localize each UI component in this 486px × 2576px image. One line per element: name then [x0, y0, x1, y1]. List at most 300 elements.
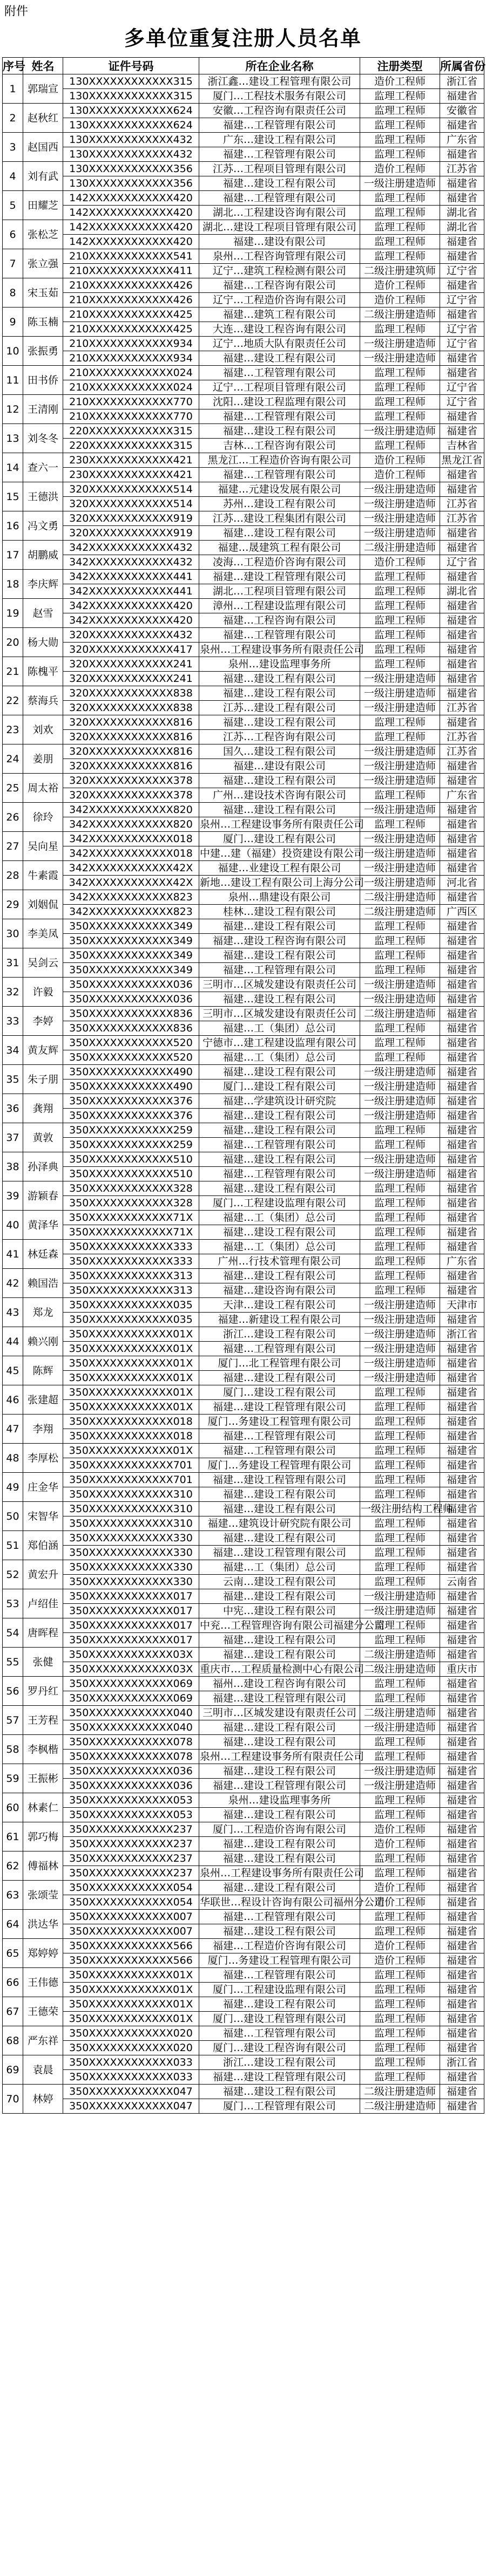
- company-name: 泉州…工程建设事务所有限责任公司: [199, 817, 360, 832]
- row-number: 2: [3, 104, 23, 133]
- id-number: 320XXXXXXXXXXXX816: [63, 730, 199, 744]
- province: 福建省: [440, 1939, 484, 1953]
- table-row: [3, 1167, 484, 1181]
- id-number: 342XXXXXXXXXXXX018: [63, 846, 199, 861]
- table-row: [3, 74, 484, 89]
- company-name: 福建…建设工程有限公司: [199, 1589, 360, 1604]
- col-header-type: 注册类型: [360, 58, 440, 74]
- company-name: 福建…建设工程有限公司: [199, 1648, 360, 1662]
- province: 福建省: [440, 468, 484, 482]
- person-name: 严东祥: [23, 2026, 63, 2055]
- table-row: [3, 1618, 484, 1633]
- company-name: 泉州…工程咨询管理有限公司: [199, 249, 360, 264]
- province: 福建省: [440, 1152, 484, 1167]
- province: 福建省: [440, 1283, 484, 1298]
- person-name: 姜朋: [23, 744, 63, 774]
- province: 福建省: [440, 861, 484, 876]
- person-name: 李翔: [23, 1415, 63, 1444]
- id-number: 350XXXXXXXXXXXX035: [63, 1298, 199, 1313]
- registration-type: 一级注册建造师: [360, 1371, 440, 1385]
- company-name: 福建…工程管理有限公司: [199, 1444, 360, 1458]
- province: 江苏省: [440, 162, 484, 176]
- registration-type: 监理工程师: [360, 1138, 440, 1152]
- registration-type: 一级注册建造师: [360, 1065, 440, 1079]
- id-number: 350XXXXXXXXXXXX520: [63, 1036, 199, 1050]
- registration-type: 监理工程师: [360, 1866, 440, 1881]
- registration-type: 造价工程师: [360, 555, 440, 570]
- id-number: 350XXXXXXXXXXXX007: [63, 1924, 199, 1939]
- id-number: 130XXXXXXXXXXXX315: [63, 89, 199, 104]
- registration-type: 监理工程师: [360, 1560, 440, 1575]
- row-number: 70: [3, 2085, 23, 2114]
- table-row: [3, 511, 484, 526]
- id-number: 230XXXXXXXXXXXX421: [63, 468, 199, 482]
- registration-type: 监理工程师: [360, 715, 440, 730]
- province: 湖北省: [440, 584, 484, 599]
- registration-type: 一级注册建造师: [360, 1356, 440, 1371]
- province: 福建省: [440, 774, 484, 788]
- table-row: [3, 1764, 484, 1779]
- table-row: [3, 555, 484, 570]
- province: 福建省: [440, 176, 484, 191]
- company-name: 国久…建设工程有限公司: [199, 744, 360, 759]
- table-row: [3, 1313, 484, 1327]
- company-name: 福建…业建设工程有限公司: [199, 861, 360, 876]
- id-number: 342XXXXXXXXXXXX820: [63, 817, 199, 832]
- id-number: 142XXXXXXXXXXXX420: [63, 220, 199, 235]
- table-row: [3, 948, 484, 963]
- registration-type: 一级注册建造师: [360, 846, 440, 861]
- table-row: [3, 730, 484, 744]
- province: 福建省: [440, 1167, 484, 1181]
- company-name: 福建…工程管理有限公司: [199, 191, 360, 206]
- row-number: 65: [3, 1939, 23, 1968]
- table-row: [3, 759, 484, 774]
- registration-type: 造价工程师: [360, 1822, 440, 1837]
- table-row: [3, 206, 484, 220]
- registration-type: 监理工程师: [360, 1036, 440, 1050]
- company-name: 福建…元建设发展有限公司: [199, 482, 360, 497]
- person-name: 张颂莹: [23, 1881, 63, 1910]
- registration-type: 监理工程师: [360, 1415, 440, 1429]
- province: 福建省: [440, 1881, 484, 1895]
- row-number: 35: [3, 1065, 23, 1094]
- province: 福建省: [440, 1910, 484, 1924]
- id-number: 210XXXXXXXXXXXX770: [63, 409, 199, 424]
- table-row: [3, 1065, 484, 1079]
- company-name: 福建…建设工程有限公司: [199, 1735, 360, 1750]
- registration-type: 二级注册建造师: [360, 1706, 440, 1720]
- id-number: 350XXXXXXXXXXXX313: [63, 1283, 199, 1298]
- province: 福建省: [440, 1444, 484, 1458]
- province: 福建省: [440, 1240, 484, 1254]
- id-number: 350XXXXXXXXXXXX078: [63, 1750, 199, 1764]
- person-name: 朱子朋: [23, 1065, 63, 1094]
- registration-type: 监理工程师: [360, 2012, 440, 2026]
- company-name: 福建…新建设工程有限公司: [199, 1313, 360, 1327]
- province: 云南省: [440, 1575, 484, 1589]
- province: 福建省: [440, 832, 484, 846]
- id-number: 350XXXXXXXXXXXX040: [63, 1706, 199, 1720]
- registration-type: 一级注册建造师: [360, 978, 440, 992]
- person-name: 吴剑云: [23, 948, 63, 978]
- registration-type: 监理工程师: [360, 1181, 440, 1196]
- company-name: 福建…建设工程有限公司: [199, 919, 360, 934]
- id-number: 130XXXXXXXXXXXX432: [63, 147, 199, 162]
- table-row: [3, 147, 484, 162]
- row-number: 52: [3, 1560, 23, 1589]
- province: 福建省: [440, 278, 484, 293]
- company-name: 福建…工程管理有限公司: [199, 1968, 360, 1983]
- company-name: 福建…建设咨询有限公司: [199, 1283, 360, 1298]
- company-name: 福建…工（集团）总公司: [199, 1211, 360, 1225]
- province: 江苏省: [440, 701, 484, 715]
- company-name: 厦门…建设工程有限公司: [199, 1079, 360, 1094]
- company-name: 福建…工程管理有限公司: [199, 963, 360, 978]
- id-number: 210XXXXXXXXXXXX426: [63, 293, 199, 308]
- province: 福建省: [440, 1968, 484, 1983]
- province: 福建省: [440, 351, 484, 366]
- row-number: 30: [3, 919, 23, 948]
- company-name: 福建…晟建筑工程有限公司: [199, 541, 360, 555]
- province: 辽宁省: [440, 322, 484, 337]
- table-row: [3, 1502, 484, 1516]
- id-number: 350XXXXXXXXXXXX333: [63, 1240, 199, 1254]
- company-name: 桂林…建设工程有限公司: [199, 905, 360, 919]
- province: 福建省: [440, 1487, 484, 1502]
- id-number: 350XXXXXXXXXXXX036: [63, 978, 199, 992]
- province: 福建省: [440, 235, 484, 249]
- company-name: 福建…工（集团）总公司: [199, 1021, 360, 1036]
- company-name: 宁德市…建工程建设监理有限公司: [199, 1036, 360, 1050]
- id-number: 142XXXXXXXXXXXX420: [63, 235, 199, 249]
- registration-type: 造价工程师: [360, 293, 440, 308]
- id-number: 350XXXXXXXXXXXX017: [63, 1604, 199, 1618]
- row-number: 69: [3, 2055, 23, 2085]
- table-row: [3, 1735, 484, 1750]
- registration-type: 监理工程师: [360, 322, 440, 337]
- id-number: 350XXXXXXXXXXXX237: [63, 1822, 199, 1837]
- id-number: 350XXXXXXXXXXXX330: [63, 1531, 199, 1546]
- province: 福建省: [440, 1750, 484, 1764]
- registration-type: 造价工程师: [360, 453, 440, 468]
- company-name: 新地…建设工程有限公司上海分公司: [199, 876, 360, 890]
- registration-type: 一级注册建造师: [360, 861, 440, 876]
- registration-type: 造价工程师: [360, 162, 440, 176]
- id-number: 350XXXXXXXXXXXX237: [63, 1851, 199, 1866]
- row-number: 25: [3, 774, 23, 803]
- registration-type: 一级注册建造师: [360, 1720, 440, 1735]
- province: 福建省: [440, 1473, 484, 1487]
- registration-type: 监理工程师: [360, 584, 440, 599]
- company-name: 三明市…区城发建设有限责任公司: [199, 1007, 360, 1021]
- table-row: [3, 1327, 484, 1342]
- table-row: [3, 526, 484, 541]
- person-name: 黄泽华: [23, 1211, 63, 1240]
- company-name: 广东…建设工程有限公司: [199, 133, 360, 147]
- registration-type: 造价工程师: [360, 1837, 440, 1851]
- table-row: [3, 1924, 484, 1939]
- province: 福建省: [440, 1109, 484, 1123]
- table-row: [3, 2026, 484, 2041]
- table-row: [3, 1793, 484, 1808]
- company-name: 浙江…建设工程有限公司: [199, 1327, 360, 1342]
- row-number: 1: [3, 74, 23, 104]
- registration-type: 造价工程师: [360, 1939, 440, 1953]
- province: 福建省: [440, 1764, 484, 1779]
- person-name: 庄金华: [23, 1473, 63, 1502]
- person-name: 郭瑞宣: [23, 74, 63, 104]
- person-name: 刘冬冬: [23, 424, 63, 453]
- registration-type: 监理工程师: [360, 1983, 440, 1997]
- table-row: [3, 905, 484, 919]
- company-name: 中建…建（福建）投资建设有限公司: [199, 846, 360, 861]
- id-number: 350XXXXXXXXXXXX040: [63, 1720, 199, 1735]
- company-name: 黑龙江…工程造价咨询有限公司: [199, 453, 360, 468]
- company-name: 厦门…建设工程有限公司: [199, 1385, 360, 1400]
- company-name: 福建…建筑工程有限公司: [199, 308, 360, 322]
- table-row: [3, 1021, 484, 1036]
- company-name: 福建…工程管理有限公司: [199, 366, 360, 380]
- id-number: 350XXXXXXXXXXXX007: [63, 1910, 199, 1924]
- table-row: [3, 482, 484, 497]
- id-number: 350XXXXXXXXXXXX237: [63, 1866, 199, 1881]
- table-row: [3, 1342, 484, 1356]
- province: 福建省: [440, 482, 484, 497]
- company-name: 江苏…建设工程集团有限公司: [199, 511, 360, 526]
- province: 福建省: [440, 409, 484, 424]
- registration-type: 监理工程师: [360, 1400, 440, 1415]
- province: 浙江省: [440, 74, 484, 89]
- row-number: 4: [3, 162, 23, 191]
- company-name: 福建…建设工程有限公司: [199, 1851, 360, 1866]
- province: 福建省: [440, 1429, 484, 1444]
- id-number: 350XXXXXXXXXXXX490: [63, 1079, 199, 1094]
- company-name: 厦门…工程建设监理有限公司: [199, 1196, 360, 1211]
- registration-type: 一级注册建造师: [360, 1779, 440, 1793]
- province: 福建省: [440, 1735, 484, 1750]
- company-name: 三明市…区城发建设有限责任公司: [199, 978, 360, 992]
- company-name: 福建…建设工程有限公司: [199, 1371, 360, 1385]
- company-name: 福建…建设工程有限公司: [199, 1837, 360, 1851]
- person-name: 周太裕: [23, 774, 63, 803]
- table-row: [3, 978, 484, 992]
- table-row: [3, 366, 484, 380]
- registration-type: 造价工程师: [360, 1881, 440, 1895]
- id-number: 350XXXXXXXXXXXX020: [63, 2041, 199, 2055]
- company-name: 福建…建筑设计研究院有限公司: [199, 1516, 360, 1531]
- registration-type: 一级注册建造师: [360, 1327, 440, 1342]
- person-name: 王伟德: [23, 1968, 63, 1997]
- company-name: 福建…建设工程有限公司: [199, 2085, 360, 2099]
- province: 福建省: [440, 1094, 484, 1109]
- row-number: 39: [3, 1181, 23, 1211]
- company-name: 福建…建设工程有限公司: [199, 1269, 360, 1283]
- company-name: 福建…建设工程有限公司: [199, 1764, 360, 1779]
- province: 福建省: [440, 1385, 484, 1400]
- registration-type: 监理工程师: [360, 1750, 440, 1764]
- company-name: 福建…建设工程有限公司: [199, 1123, 360, 1138]
- row-number: 18: [3, 570, 23, 599]
- person-name: 罗丹红: [23, 1677, 63, 1706]
- registration-type: 监理工程师: [360, 1458, 440, 1473]
- province: 福建省: [440, 2085, 484, 2099]
- table-row: [3, 424, 484, 439]
- table-row: [3, 541, 484, 555]
- province: 江苏省: [440, 744, 484, 759]
- id-number: 130XXXXXXXXXXXX624: [63, 118, 199, 133]
- registration-type: 监理工程师: [360, 366, 440, 380]
- row-number: 64: [3, 1910, 23, 1939]
- row-number: 67: [3, 1997, 23, 2026]
- table-row: [3, 919, 484, 934]
- id-number: 142XXXXXXXXXXXX420: [63, 206, 199, 220]
- row-number: 43: [3, 1298, 23, 1327]
- registration-type: 一级注册建造师: [360, 803, 440, 817]
- id-number: 350XXXXXXXXXXXX701: [63, 1473, 199, 1487]
- registration-type: 二级注册建造师: [360, 905, 440, 919]
- id-number: 130XXXXXXXXXXXX432: [63, 133, 199, 147]
- registration-type: 一级注册建造师: [360, 1589, 440, 1604]
- registration-type: 监理工程师: [360, 643, 440, 657]
- id-number: 320XXXXXXXXXXXX378: [63, 774, 199, 788]
- province: 福建省: [440, 1516, 484, 1531]
- row-number: 63: [3, 1881, 23, 1910]
- registration-type: 一级注册建造师: [360, 1313, 440, 1327]
- province: 福建省: [440, 1079, 484, 1094]
- registration-type: 一级注册建造师: [360, 744, 440, 759]
- registration-type: 二级注册建造师: [360, 2099, 440, 2114]
- id-number: 320XXXXXXXXXXXX816: [63, 715, 199, 730]
- row-number: 49: [3, 1473, 23, 1502]
- table-row: [3, 1050, 484, 1065]
- company-name: 辽宁…地质大队有限责任公司: [199, 337, 360, 351]
- registration-type: 监理工程师: [360, 1283, 440, 1298]
- person-name: 田书侨: [23, 366, 63, 395]
- person-name: 郑龙: [23, 1298, 63, 1327]
- province: 福建省: [440, 366, 484, 380]
- table-row: [3, 1007, 484, 1021]
- company-name: 福建…建设工程有限公司: [199, 1487, 360, 1502]
- id-number: 342XXXXXXXXXXXX823: [63, 905, 199, 919]
- registration-type: 监理工程师: [360, 380, 440, 395]
- table-row: [3, 351, 484, 366]
- row-number: 61: [3, 1822, 23, 1851]
- province: 福建省: [440, 1225, 484, 1240]
- table-row: [3, 1109, 484, 1123]
- row-number: 40: [3, 1211, 23, 1240]
- id-number: 350XXXXXXXXXXXX053: [63, 1793, 199, 1808]
- table-row: [3, 118, 484, 133]
- person-name: 张建超: [23, 1385, 63, 1415]
- table-row: [3, 613, 484, 628]
- person-name: 冯文勇: [23, 511, 63, 541]
- id-number: 342XXXXXXXXXXXX42X: [63, 876, 199, 890]
- table-row: [3, 2085, 484, 2099]
- id-number: 210XXXXXXXXXXXX024: [63, 380, 199, 395]
- table-row: [3, 1662, 484, 1677]
- person-name: 赵国西: [23, 133, 63, 162]
- id-number: 350XXXXXXXXXXXX03X: [63, 1648, 199, 1662]
- company-name: 福建…建设工程有限公司: [199, 176, 360, 191]
- province: 福建省: [440, 1313, 484, 1327]
- company-name: 福建…工程管理有限公司: [199, 468, 360, 482]
- company-name: 福建…工（集团）总公司: [199, 1240, 360, 1254]
- person-name: 张立强: [23, 249, 63, 278]
- registration-type: 监理工程师: [360, 206, 440, 220]
- company-name: 福建…建设工程有限公司: [199, 1531, 360, 1546]
- province: 广东省: [440, 788, 484, 803]
- id-number: 320XXXXXXXXXXXX417: [63, 643, 199, 657]
- table-row: [3, 2012, 484, 2026]
- company-name: 广州…行技术管理有限公司: [199, 1254, 360, 1269]
- id-number: 350XXXXXXXXXXXX01X: [63, 1983, 199, 1997]
- company-name: 泉州…工程建设事务所有限责任公司: [199, 643, 360, 657]
- registration-type: 造价工程师: [360, 74, 440, 89]
- table-row: [3, 1458, 484, 1473]
- table-row: [3, 1939, 484, 1953]
- table-row: [3, 1415, 484, 1429]
- province: 福建省: [440, 1458, 484, 1473]
- table-row: [3, 715, 484, 730]
- province: 吉林省: [440, 439, 484, 453]
- registration-type: 监理工程师: [360, 1910, 440, 1924]
- table-row: [3, 1589, 484, 1604]
- province: 福建省: [440, 1618, 484, 1633]
- registration-type: 监理工程师: [360, 1677, 440, 1691]
- company-name: 福建…建设工程有限公司: [199, 1924, 360, 1939]
- registration-type: 监理工程师: [360, 191, 440, 206]
- document-title: 多单位重复注册人员名单: [124, 26, 362, 50]
- id-number: 350XXXXXXXXXXXX035: [63, 1313, 199, 1327]
- company-name: 福建…建设有限公司: [199, 759, 360, 774]
- person-name: 胡鹏威: [23, 541, 63, 570]
- registration-type: 监理工程师: [360, 249, 440, 264]
- company-name: 泉州…鼎建设有限公司: [199, 890, 360, 905]
- company-name: 福建…工程管理有限公司: [199, 628, 360, 643]
- registration-type: 监理工程师: [360, 1487, 440, 1502]
- row-number: 42: [3, 1269, 23, 1298]
- province: 福建省: [440, 1021, 484, 1036]
- registration-type: 监理工程师: [360, 1691, 440, 1706]
- company-name: 福建…建设工程有限公司: [199, 672, 360, 686]
- registration-type: 监理工程师: [360, 133, 440, 147]
- table-row: [3, 293, 484, 308]
- province: 福建省: [440, 541, 484, 555]
- id-number: 350XXXXXXXXXXXX017: [63, 1589, 199, 1604]
- row-number: 60: [3, 1793, 23, 1822]
- table-row: [3, 817, 484, 832]
- company-name: 福建…工程管理有限公司: [199, 1429, 360, 1444]
- table-row: [3, 1895, 484, 1910]
- province: 福建省: [440, 1779, 484, 1793]
- registration-type: 监理工程师: [360, 1531, 440, 1546]
- table-row: [3, 1575, 484, 1589]
- id-number: 350XXXXXXXXXXXX047: [63, 2099, 199, 2114]
- table-row: [3, 774, 484, 788]
- province: 黑龙江省: [440, 453, 484, 468]
- registration-type: 一级注册建造师: [360, 1079, 440, 1094]
- table-row: [3, 1822, 484, 1837]
- company-name: 厦门…建设工程管理有限公司: [199, 2012, 360, 2026]
- registration-type: 监理工程师: [360, 2041, 440, 2055]
- company-name: 江苏…工程咨询有限公司: [199, 730, 360, 744]
- province: 福建省: [440, 1356, 484, 1371]
- id-number: 230XXXXXXXXXXXX421: [63, 453, 199, 468]
- id-number: 350XXXXXXXXXXXX03X: [63, 1662, 199, 1677]
- id-number: 350XXXXXXXXXXXX328: [63, 1196, 199, 1211]
- province: 福建省: [440, 643, 484, 657]
